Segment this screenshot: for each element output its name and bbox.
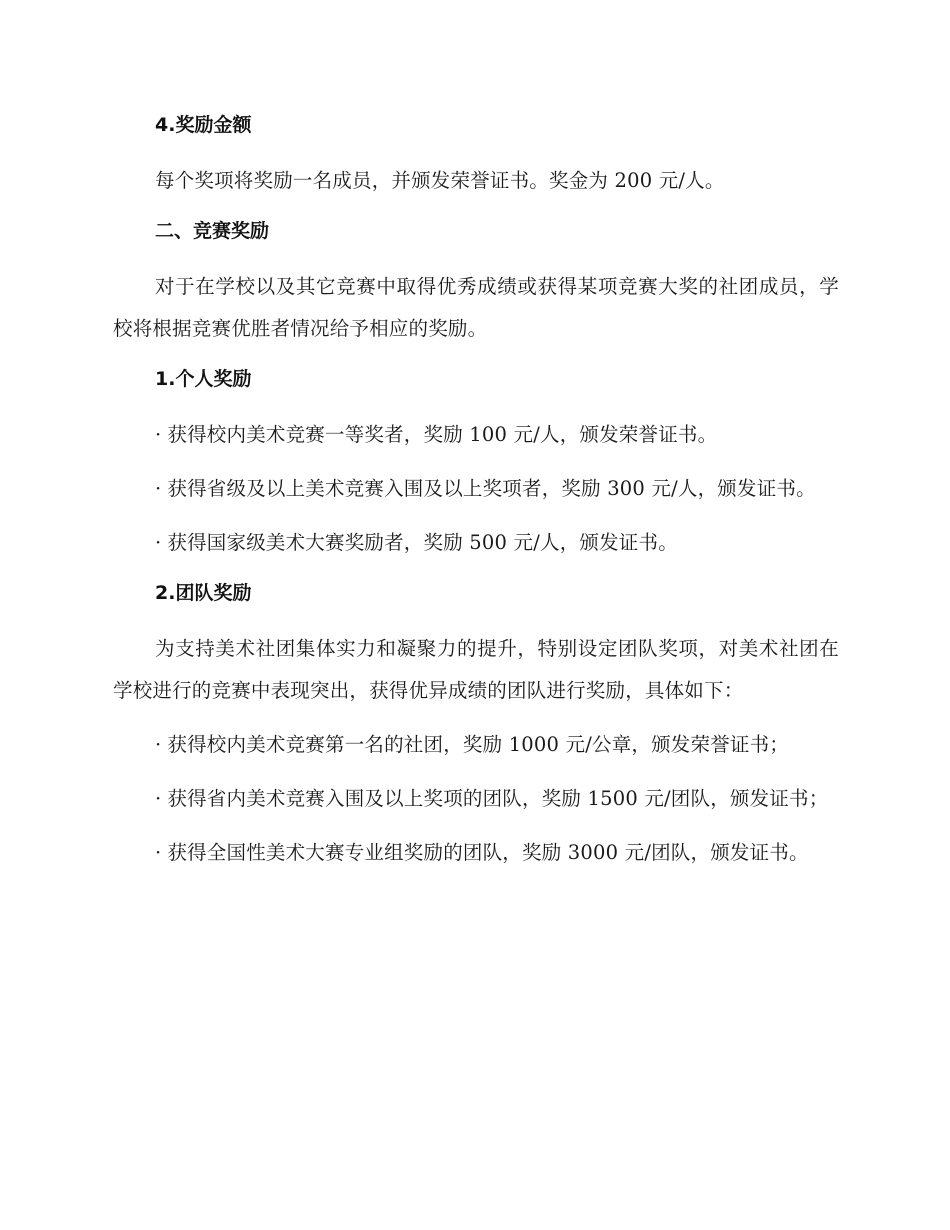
list-item-individual-1 [113,414,839,456]
list-item-text: 获得国家级美术大赛奖励者，奖励 500 元/人，颁发证书。 [167,531,678,554]
list-item-text: 获得省级及以上美术竞赛入围及以上奖项者，奖励 300 元/人，颁发证书。 [167,477,816,500]
heading-competition-awards: 二、竞赛奖励 [155,220,270,242]
bullet-dot: · [155,787,162,810]
list-item-individual-2 [113,468,839,510]
heading-individual-awards: 1.个人奖励 [155,368,252,390]
bullet-dot: · [155,841,162,864]
list-item-text: 获得全国性美术大赛专业组奖励的团队，奖励 3000 元/团队，颁发证书。 [167,841,809,864]
paragraph-award-amount: 每个奖项将奖励一名成员，并颁发荣誉证书。奖金为 200 元/人。 [155,169,725,192]
paragraph-competition-awards: 对于在学校以及其它竞赛中取得优秀成绩或获得某项竞赛大奖的社团成员，学校将根据竞赛优胜者情况给予相应的奖励。 [113,275,839,340]
list-item-text: 获得省内美术竞赛入围及以上奖项的团队，奖励 1500 元/团队，颁发证书； [167,787,829,810]
heading-team-awards: 2.团队奖励 [155,582,252,604]
list-item-text: 获得校内美术竞赛一等奖者，奖励 100 元/人，颁发荣誉证书。 [167,423,718,446]
paragraph-team-awards: 为支持美术社团集体实力和凝聚力的提升，特别设定团队奖项，对美术社团在学校进行的竞赛中表现突出，获得优异成绩的团队进行奖励，具体如下： [113,637,839,702]
list-item-text: 获得校内美术竞赛第一名的社团，奖励 1000 元/公章，颁发荣誉证书； [167,733,789,756]
bullet-dot: · [155,531,162,554]
bullet-dot: · [155,733,162,756]
heading-award-amount: 4.奖励金额 [155,114,252,136]
bullet-dot: · [155,423,162,446]
bullet-dot: · [155,477,162,500]
list-item-team-1 [113,724,839,766]
list-item-individual-3 [113,522,839,564]
list-item-team-2 [113,778,839,820]
list-item-team-3 [113,832,839,874]
document-body [113,108,839,886]
